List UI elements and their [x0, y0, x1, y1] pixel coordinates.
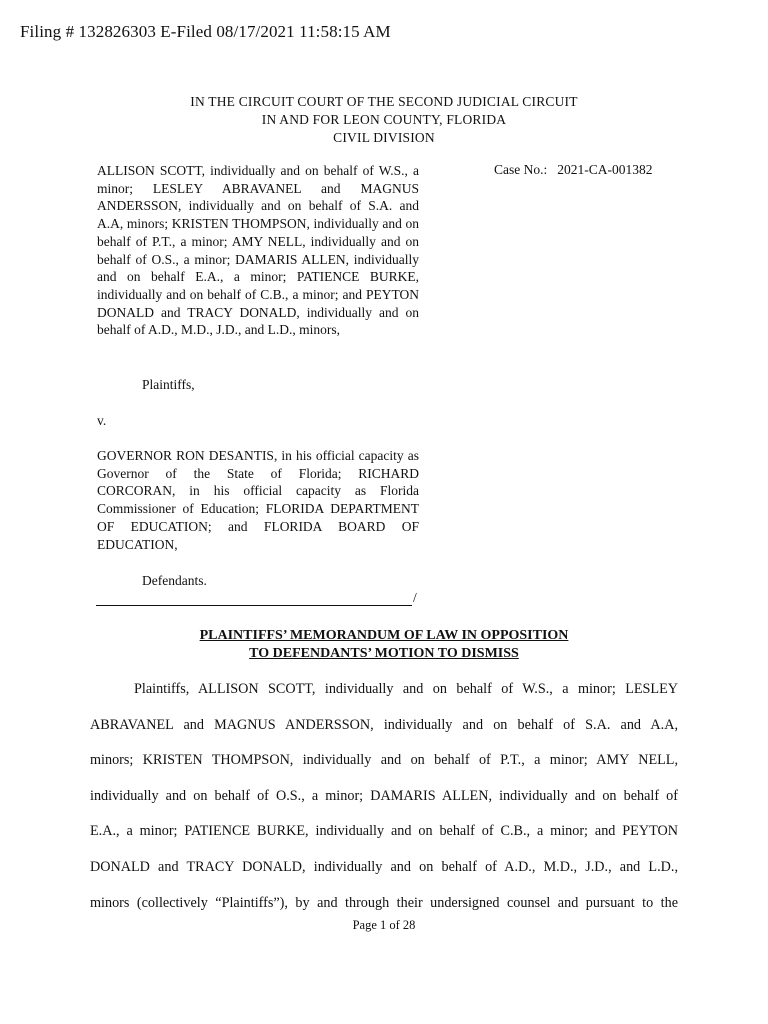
filing-header: Filing # 132826303 E-Filed 08/17/2021 11:58:15 AM [20, 22, 391, 41]
body-text-line: E.A., a minor; PATIENCE BURKE, individually and on behalf of C.B., a minor; and PEYTON [90, 823, 678, 839]
body-text-line: ABRAVANEL and MAGNUS ANDERSSON, individually and on behalf of S.A. and A.A, [90, 717, 678, 733]
body-text-line: individually and on behalf of O.S., a minor; DAMARIS ALLEN, individually and on behalf of [90, 788, 678, 804]
case-number-value: 2021-CA-001382 [557, 162, 653, 177]
court-name-line-2: IN AND FOR LEON COUNTY, FLORIDA [261, 112, 507, 127]
body-text-line: DONALD and TRACY DONALD, individually and on behalf of A.D., M.D., J.D., and L.D., [90, 859, 678, 875]
caption-divider-line [96, 591, 412, 606]
plaintiffs-caption: ALLISON SCOTT, individually and on behalf of W.S., a minor; LESLEY ABRAVANEL and MAGNUS ANDERSSON, individually and on behalf of S.A. and A.A, minors; KRISTEN THOMPSON, individually and on behalf of P.T., a minor; AMY NELL, individually and on behalf of O.S., a minor; DAMARIS ALLEN, individually and on behalf E.A., a minor; PATIENCE BURKE, individually and on behalf of C.B., a minor; and PEYTON DONALD and TRACY DONALD, individually and on behalf of A.D., M.D., J.D., and L.D., minors, [97, 163, 419, 338]
versus-label: v. [97, 413, 107, 428]
memorandum-title-line-2 [0, 645, 768, 662]
case-number-label: Case No.: [494, 162, 548, 177]
caption-divider-slash: / [413, 590, 417, 605]
court-name-line-1: IN THE CIRCUIT COURT OF THE SECOND JUDICIAL CIRCUIT [190, 94, 578, 109]
case-number [494, 162, 653, 178]
plaintiffs-label: Plaintiffs, [142, 377, 195, 392]
defendants-label: Defendants. [142, 573, 207, 588]
page-number-footer: Page 1 of 28 [352, 918, 416, 932]
body-text-line: minors (collectively “Plaintiffs”), by and through their undersigned counsel and pursuant to the [90, 895, 678, 911]
defendants-caption: GOVERNOR RON DESANTIS, in his official capacity as Governor of the State of Florida; RICHARD CORCORAN, in his official capacity as Florida Commissioner of Education; FLORIDA DEPARTMENT OF EDUCATION; and FLORIDA BOARD OF EDUCATION, [97, 448, 419, 552]
memorandum-title-text-1: PLAINTIFFS’ MEMORANDUM OF LAW IN OPPOSITION [199, 628, 569, 643]
court-division: CIVIL DIVISION [333, 130, 435, 145]
memorandum-title-line-1 [0, 627, 768, 644]
body-text-line: minors; KRISTEN THOMPSON, individually and on behalf of P.T., a minor; AMY NELL, [90, 752, 678, 768]
memorandum-title-text-2: TO DEFENDANTS’ MOTION TO DISMISS [249, 646, 519, 661]
body-text-line: Plaintiffs, ALLISON SCOTT, individually and on behalf of W.S., a minor; LESLEY [134, 681, 678, 697]
